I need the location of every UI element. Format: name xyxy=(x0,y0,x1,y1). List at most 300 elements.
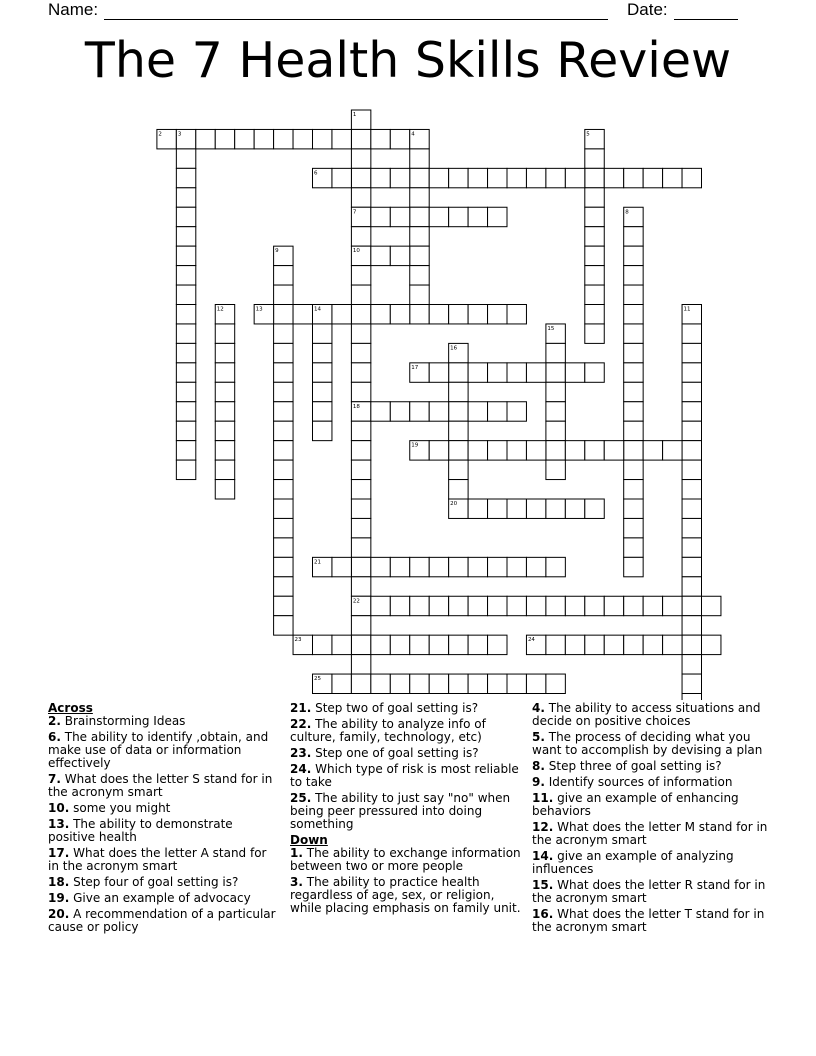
grid-cell[interactable] xyxy=(546,635,565,654)
grid-cell[interactable] xyxy=(565,596,584,615)
grid-cell[interactable] xyxy=(390,207,409,226)
grid-cell[interactable] xyxy=(585,168,604,187)
grid-cell[interactable] xyxy=(624,441,643,460)
clue-down-12: 12. What does the letter M stand for in the acronym smart xyxy=(532,820,768,847)
cell-number: 18 xyxy=(352,403,360,410)
grid-cell[interactable] xyxy=(313,324,332,343)
grid-cell[interactable] xyxy=(604,596,623,615)
grid-cell[interactable] xyxy=(585,227,604,246)
grid-cell[interactable] xyxy=(410,674,429,693)
grid-cell[interactable] xyxy=(565,363,584,382)
grid-cell[interactable] xyxy=(390,246,409,265)
grid-cell[interactable] xyxy=(449,402,468,421)
grid-cell[interactable] xyxy=(215,382,234,401)
clue-across-17: 17. What does the letter A stand for in the acronym smart xyxy=(48,846,267,873)
grid-cell[interactable] xyxy=(565,168,584,187)
cell-number: 13 xyxy=(255,306,263,313)
grid-cell[interactable] xyxy=(624,382,643,401)
grid-cell[interactable] xyxy=(274,480,293,499)
grid-cell[interactable] xyxy=(585,324,604,343)
grid-cell[interactable] xyxy=(449,421,468,440)
grid-cell[interactable] xyxy=(351,363,370,382)
grid-cell[interactable] xyxy=(663,635,682,654)
clue-down-8: 8. Step three of goal setting is? xyxy=(532,759,722,773)
grid-cell[interactable] xyxy=(215,402,234,421)
grid-cell[interactable] xyxy=(390,129,409,148)
grid-cell[interactable] xyxy=(390,557,409,576)
grid-cell[interactable] xyxy=(215,343,234,362)
clue-down-15: 15. What does the letter R stand for in the acronym smart xyxy=(532,878,766,905)
grid-cell[interactable] xyxy=(546,421,565,440)
grid-cell[interactable] xyxy=(565,499,584,518)
grid-cell[interactable] xyxy=(351,674,370,693)
grid-cell[interactable] xyxy=(449,557,468,576)
clue-across-21: 21. Step two of goal setting is? xyxy=(290,701,479,715)
grid-cell[interactable] xyxy=(176,207,195,226)
grid-cell[interactable] xyxy=(468,499,487,518)
grid-cell[interactable] xyxy=(196,129,215,148)
grid-cell[interactable] xyxy=(351,616,370,635)
grid-cell[interactable] xyxy=(585,499,604,518)
grid-cell[interactable] xyxy=(585,207,604,226)
grid-cell[interactable] xyxy=(351,421,370,440)
grid-cell[interactable] xyxy=(215,129,234,148)
grid-cell[interactable] xyxy=(604,441,623,460)
grid-cell[interactable] xyxy=(449,460,468,479)
grid-cell[interactable] xyxy=(507,168,526,187)
grid-cell[interactable] xyxy=(351,129,370,148)
grid-cell[interactable] xyxy=(449,635,468,654)
grid-cell[interactable] xyxy=(624,324,643,343)
grid-cell[interactable] xyxy=(274,596,293,615)
grid-cell[interactable] xyxy=(468,635,487,654)
grid-cell[interactable] xyxy=(546,343,565,362)
grid-cell[interactable] xyxy=(176,324,195,343)
grid-cell[interactable] xyxy=(371,129,390,148)
grid-cell[interactable] xyxy=(332,557,351,576)
grid-cell[interactable] xyxy=(585,285,604,304)
grid-cell[interactable] xyxy=(682,168,701,187)
grid-cell[interactable] xyxy=(585,305,604,324)
grid-cell[interactable] xyxy=(176,402,195,421)
grid-cell[interactable] xyxy=(546,402,565,421)
grid-cell[interactable] xyxy=(468,168,487,187)
grid-cell[interactable] xyxy=(449,596,468,615)
grid-cell[interactable] xyxy=(313,635,332,654)
grid-cell[interactable] xyxy=(585,635,604,654)
grid-cell[interactable] xyxy=(274,324,293,343)
grid-cell[interactable] xyxy=(410,188,429,207)
grid-cell[interactable] xyxy=(390,305,409,324)
grid-cell[interactable] xyxy=(429,402,448,421)
grid-cell[interactable] xyxy=(682,538,701,557)
grid-cell[interactable] xyxy=(624,538,643,557)
clues-column-1 xyxy=(48,702,280,937)
grid-cell[interactable] xyxy=(624,596,643,615)
grid-cell[interactable] xyxy=(643,635,662,654)
grid-cell[interactable] xyxy=(293,305,312,324)
grid-cell[interactable] xyxy=(410,168,429,187)
grid-cell[interactable] xyxy=(254,129,273,148)
grid-cell[interactable] xyxy=(624,557,643,576)
grid-cell[interactable] xyxy=(176,188,195,207)
grid-cell[interactable] xyxy=(624,246,643,265)
clue-across-19: 19. Give an example of advocacy xyxy=(48,891,251,905)
grid-cell[interactable] xyxy=(604,168,623,187)
grid-cell[interactable] xyxy=(507,557,526,576)
grid-cell[interactable] xyxy=(663,596,682,615)
grid-cell[interactable] xyxy=(507,402,526,421)
grid-cell[interactable] xyxy=(663,441,682,460)
grid-cell[interactable] xyxy=(604,635,623,654)
grid-cell[interactable] xyxy=(351,655,370,674)
grid-cell[interactable] xyxy=(488,499,507,518)
grid-cell[interactable] xyxy=(176,246,195,265)
grid-cell[interactable] xyxy=(351,285,370,304)
grid-cell[interactable] xyxy=(176,363,195,382)
grid-cell[interactable] xyxy=(351,499,370,518)
grid-cell[interactable] xyxy=(468,596,487,615)
grid-cell[interactable] xyxy=(624,460,643,479)
grid-cell[interactable] xyxy=(429,363,448,382)
grid-cell[interactable] xyxy=(585,363,604,382)
grid-cell[interactable] xyxy=(410,266,429,285)
clue-across-20: 20. A recommendation of a particular cause or policy xyxy=(48,907,276,934)
grid-cell[interactable] xyxy=(274,343,293,362)
grid-cell[interactable] xyxy=(488,635,507,654)
grid-cell[interactable] xyxy=(488,305,507,324)
grid-cell[interactable] xyxy=(682,382,701,401)
grid-cell[interactable] xyxy=(682,616,701,635)
grid-cell[interactable] xyxy=(313,382,332,401)
grid-cell[interactable] xyxy=(351,480,370,499)
grid-cell[interactable] xyxy=(215,480,234,499)
grid-cell[interactable] xyxy=(390,674,409,693)
grid-cell[interactable] xyxy=(371,168,390,187)
grid-cell[interactable] xyxy=(274,285,293,304)
grid-cell[interactable] xyxy=(351,557,370,576)
grid-cell[interactable] xyxy=(624,305,643,324)
grid-cell[interactable] xyxy=(390,635,409,654)
grid-cell[interactable] xyxy=(351,343,370,362)
grid-cell[interactable] xyxy=(351,382,370,401)
grid-cell[interactable] xyxy=(546,596,565,615)
grid-cell[interactable] xyxy=(390,402,409,421)
grid-cell[interactable] xyxy=(429,305,448,324)
grid-cell[interactable] xyxy=(351,168,370,187)
grid-cell[interactable] xyxy=(351,635,370,654)
grid-cell[interactable] xyxy=(468,402,487,421)
grid-cell[interactable] xyxy=(390,168,409,187)
grid-cell[interactable] xyxy=(351,324,370,343)
grid-cell[interactable] xyxy=(624,168,643,187)
grid-cell[interactable] xyxy=(176,285,195,304)
grid-cell[interactable] xyxy=(585,188,604,207)
grid-cell[interactable] xyxy=(371,305,390,324)
grid-cell[interactable] xyxy=(176,305,195,324)
grid-cell[interactable] xyxy=(507,596,526,615)
clue-down-4: 4. The ability to access situations and decide on positive choices xyxy=(532,701,761,728)
grid-cell[interactable] xyxy=(682,635,701,654)
grid-cell[interactable] xyxy=(351,518,370,537)
grid-cell[interactable] xyxy=(176,382,195,401)
grid-cell[interactable] xyxy=(526,596,545,615)
grid-cell[interactable] xyxy=(643,441,662,460)
grid-cell[interactable] xyxy=(313,402,332,421)
grid-cell[interactable] xyxy=(274,616,293,635)
grid-cell[interactable] xyxy=(682,596,701,615)
grid-cell[interactable] xyxy=(546,363,565,382)
grid-cell[interactable] xyxy=(351,441,370,460)
grid-cell[interactable] xyxy=(682,499,701,518)
grid-cell[interactable] xyxy=(585,149,604,168)
grid-cell[interactable] xyxy=(215,324,234,343)
grid-cell[interactable] xyxy=(526,557,545,576)
grid-cell[interactable] xyxy=(351,188,370,207)
grid-cell[interactable] xyxy=(410,557,429,576)
cell-number: 19 xyxy=(411,442,419,449)
grid-cell[interactable] xyxy=(468,674,487,693)
grid-cell[interactable] xyxy=(682,557,701,576)
grid-cell[interactable] xyxy=(371,557,390,576)
grid-cell[interactable] xyxy=(663,168,682,187)
grid-cell[interactable] xyxy=(410,285,429,304)
grid-cell[interactable] xyxy=(410,305,429,324)
grid-cell[interactable] xyxy=(449,674,468,693)
grid-cell[interactable] xyxy=(215,421,234,440)
grid-cell[interactable] xyxy=(274,421,293,440)
grid-cell[interactable] xyxy=(585,441,604,460)
grid-cell[interactable] xyxy=(488,363,507,382)
grid-cell[interactable] xyxy=(274,266,293,285)
grid-cell[interactable] xyxy=(351,266,370,285)
grid-cell[interactable] xyxy=(274,441,293,460)
grid-cell[interactable] xyxy=(371,674,390,693)
grid-cell[interactable] xyxy=(235,129,254,148)
cell-number: 22 xyxy=(352,598,360,605)
grid-cell[interactable] xyxy=(313,421,332,440)
grid-cell[interactable] xyxy=(410,227,429,246)
grid-cell[interactable] xyxy=(429,635,448,654)
grid-cell[interactable] xyxy=(371,402,390,421)
grid-cell[interactable] xyxy=(313,129,332,148)
grid-cell[interactable] xyxy=(332,129,351,148)
grid-cell[interactable] xyxy=(176,266,195,285)
grid-cell[interactable] xyxy=(176,168,195,187)
grid-cell[interactable] xyxy=(682,480,701,499)
clue-down-9: 9. Identify sources of information xyxy=(532,775,733,789)
grid-cell[interactable] xyxy=(682,518,701,537)
grid-cell[interactable] xyxy=(332,674,351,693)
grid-cell[interactable] xyxy=(449,441,468,460)
grid-cell[interactable] xyxy=(176,460,195,479)
clue-down-5: 5. The process of deciding what you want to accomplish by devising a plan xyxy=(532,730,763,757)
grid-cell[interactable] xyxy=(274,363,293,382)
grid-cell[interactable] xyxy=(371,596,390,615)
grid-cell[interactable] xyxy=(624,499,643,518)
grid-cell[interactable] xyxy=(643,596,662,615)
grid-cell[interactable] xyxy=(488,441,507,460)
grid-cell[interactable] xyxy=(624,343,643,362)
grid-cell[interactable] xyxy=(507,499,526,518)
grid-cell[interactable] xyxy=(351,149,370,168)
grid-cell[interactable] xyxy=(274,577,293,596)
grid-cell[interactable] xyxy=(488,674,507,693)
grid-cell[interactable] xyxy=(371,246,390,265)
grid-cell[interactable] xyxy=(565,441,584,460)
grid-cell[interactable] xyxy=(468,363,487,382)
grid-cell[interactable] xyxy=(643,168,662,187)
cell-number: 12 xyxy=(216,306,224,313)
grid-cell[interactable] xyxy=(682,460,701,479)
grid-cell[interactable] xyxy=(507,363,526,382)
grid-cell[interactable] xyxy=(682,402,701,421)
grid-cell[interactable] xyxy=(449,363,468,382)
grid-cell[interactable] xyxy=(332,305,351,324)
clue-down-11: 11. give an example of enhancing behaviors xyxy=(532,791,739,818)
grid-cell[interactable] xyxy=(546,168,565,187)
grid-cell[interactable] xyxy=(410,596,429,615)
grid-cell[interactable] xyxy=(351,577,370,596)
grid-cell[interactable] xyxy=(371,207,390,226)
grid-cell[interactable] xyxy=(488,168,507,187)
grid-cell[interactable] xyxy=(274,518,293,537)
grid-cell[interactable] xyxy=(624,480,643,499)
grid-cell[interactable] xyxy=(274,460,293,479)
grid-cell[interactable] xyxy=(176,149,195,168)
grid-cell[interactable] xyxy=(488,596,507,615)
grid-cell[interactable] xyxy=(468,557,487,576)
grid-cell[interactable] xyxy=(215,363,234,382)
grid-cell[interactable] xyxy=(351,460,370,479)
grid-cell[interactable] xyxy=(449,480,468,499)
clue-down-3: 3. The ability to practice health regardless of age, sex, or religion, while placing emphasis on family unit. xyxy=(290,875,521,915)
clue-down-14: 14. give an example of analyzing influences xyxy=(532,849,734,876)
grid-cell[interactable] xyxy=(410,246,429,265)
grid-cell[interactable] xyxy=(682,421,701,440)
grid-cell[interactable] xyxy=(176,227,195,246)
grid-cell[interactable] xyxy=(176,421,195,440)
grid-cell[interactable] xyxy=(624,421,643,440)
grid-cell[interactable] xyxy=(624,402,643,421)
grid-cell[interactable] xyxy=(176,441,195,460)
grid-cell[interactable] xyxy=(526,441,545,460)
grid-cell[interactable] xyxy=(293,129,312,148)
grid-cell[interactable] xyxy=(351,227,370,246)
grid-cell[interactable] xyxy=(429,674,448,693)
grid-cell[interactable] xyxy=(624,227,643,246)
grid-cell[interactable] xyxy=(682,655,701,674)
grid-cell[interactable] xyxy=(176,343,195,362)
grid-cell[interactable] xyxy=(274,382,293,401)
grid-cell[interactable] xyxy=(332,635,351,654)
cell-number: 24 xyxy=(527,637,535,644)
grid-cell[interactable] xyxy=(526,168,545,187)
grid-cell[interactable] xyxy=(682,363,701,382)
grid-cell[interactable] xyxy=(507,305,526,324)
grid-cell[interactable] xyxy=(682,694,701,701)
grid-cell[interactable] xyxy=(351,538,370,557)
grid-cell[interactable] xyxy=(682,324,701,343)
grid-cell[interactable] xyxy=(624,635,643,654)
grid-cell[interactable] xyxy=(682,343,701,362)
grid-cell[interactable] xyxy=(274,402,293,421)
grid-cell[interactable] xyxy=(274,129,293,148)
grid-cell[interactable] xyxy=(488,207,507,226)
grid-cell[interactable] xyxy=(546,460,565,479)
grid-cell[interactable] xyxy=(429,557,448,576)
grid-cell[interactable] xyxy=(449,207,468,226)
grid-cell[interactable] xyxy=(702,596,721,615)
grid-cell[interactable] xyxy=(410,402,429,421)
grid-cell[interactable] xyxy=(215,441,234,460)
grid-cell[interactable] xyxy=(215,460,234,479)
grid-cell[interactable] xyxy=(429,441,448,460)
grid-cell[interactable] xyxy=(488,402,507,421)
clue-down-16: 16. What does the letter T stand for in the acronym smart xyxy=(532,907,765,934)
grid-cell[interactable] xyxy=(526,363,545,382)
grid-cell[interactable] xyxy=(526,674,545,693)
grid-cell[interactable] xyxy=(390,596,409,615)
grid-cell[interactable] xyxy=(332,168,351,187)
grid-cell[interactable] xyxy=(410,149,429,168)
grid-cell[interactable] xyxy=(468,305,487,324)
grid-cell[interactable] xyxy=(546,441,565,460)
grid-cell[interactable] xyxy=(585,246,604,265)
grid-cell[interactable] xyxy=(468,441,487,460)
grid-cell[interactable] xyxy=(507,674,526,693)
grid-cell[interactable] xyxy=(313,363,332,382)
grid-cell[interactable] xyxy=(449,382,468,401)
grid-cell[interactable] xyxy=(313,343,332,362)
grid-cell[interactable] xyxy=(468,207,487,226)
cell-number: 23 xyxy=(294,637,302,644)
grid-cell[interactable] xyxy=(371,635,390,654)
grid-cell[interactable] xyxy=(682,441,701,460)
grid-cell[interactable] xyxy=(274,499,293,518)
cell-number: 1 xyxy=(352,112,357,118)
grid-cell[interactable] xyxy=(624,266,643,285)
grid-cell[interactable] xyxy=(624,518,643,537)
grid-cell[interactable] xyxy=(546,557,565,576)
grid-cell[interactable] xyxy=(546,499,565,518)
grid-cell[interactable] xyxy=(449,168,468,187)
grid-cell[interactable] xyxy=(274,557,293,576)
grid-cell[interactable] xyxy=(429,596,448,615)
grid-cell[interactable] xyxy=(682,674,701,693)
grid-cell[interactable] xyxy=(546,382,565,401)
grid-cell[interactable] xyxy=(624,363,643,382)
grid-cell[interactable] xyxy=(274,538,293,557)
grid-cell[interactable] xyxy=(449,305,468,324)
grid-cell[interactable] xyxy=(526,499,545,518)
grid-cell[interactable] xyxy=(702,635,721,654)
grid-cell[interactable] xyxy=(488,557,507,576)
grid-cell[interactable] xyxy=(410,207,429,226)
grid-cell[interactable] xyxy=(274,305,293,324)
grid-cell[interactable] xyxy=(351,305,370,324)
grid-cell[interactable] xyxy=(507,441,526,460)
grid-cell[interactable] xyxy=(546,674,565,693)
grid-cell[interactable] xyxy=(585,596,604,615)
grid-cell[interactable] xyxy=(429,168,448,187)
grid-cell[interactable] xyxy=(565,635,584,654)
grid-cell[interactable] xyxy=(429,207,448,226)
grid-cell[interactable] xyxy=(410,635,429,654)
grid-cell[interactable] xyxy=(682,577,701,596)
grid-cell[interactable] xyxy=(624,285,643,304)
grid-cell[interactable] xyxy=(585,266,604,285)
